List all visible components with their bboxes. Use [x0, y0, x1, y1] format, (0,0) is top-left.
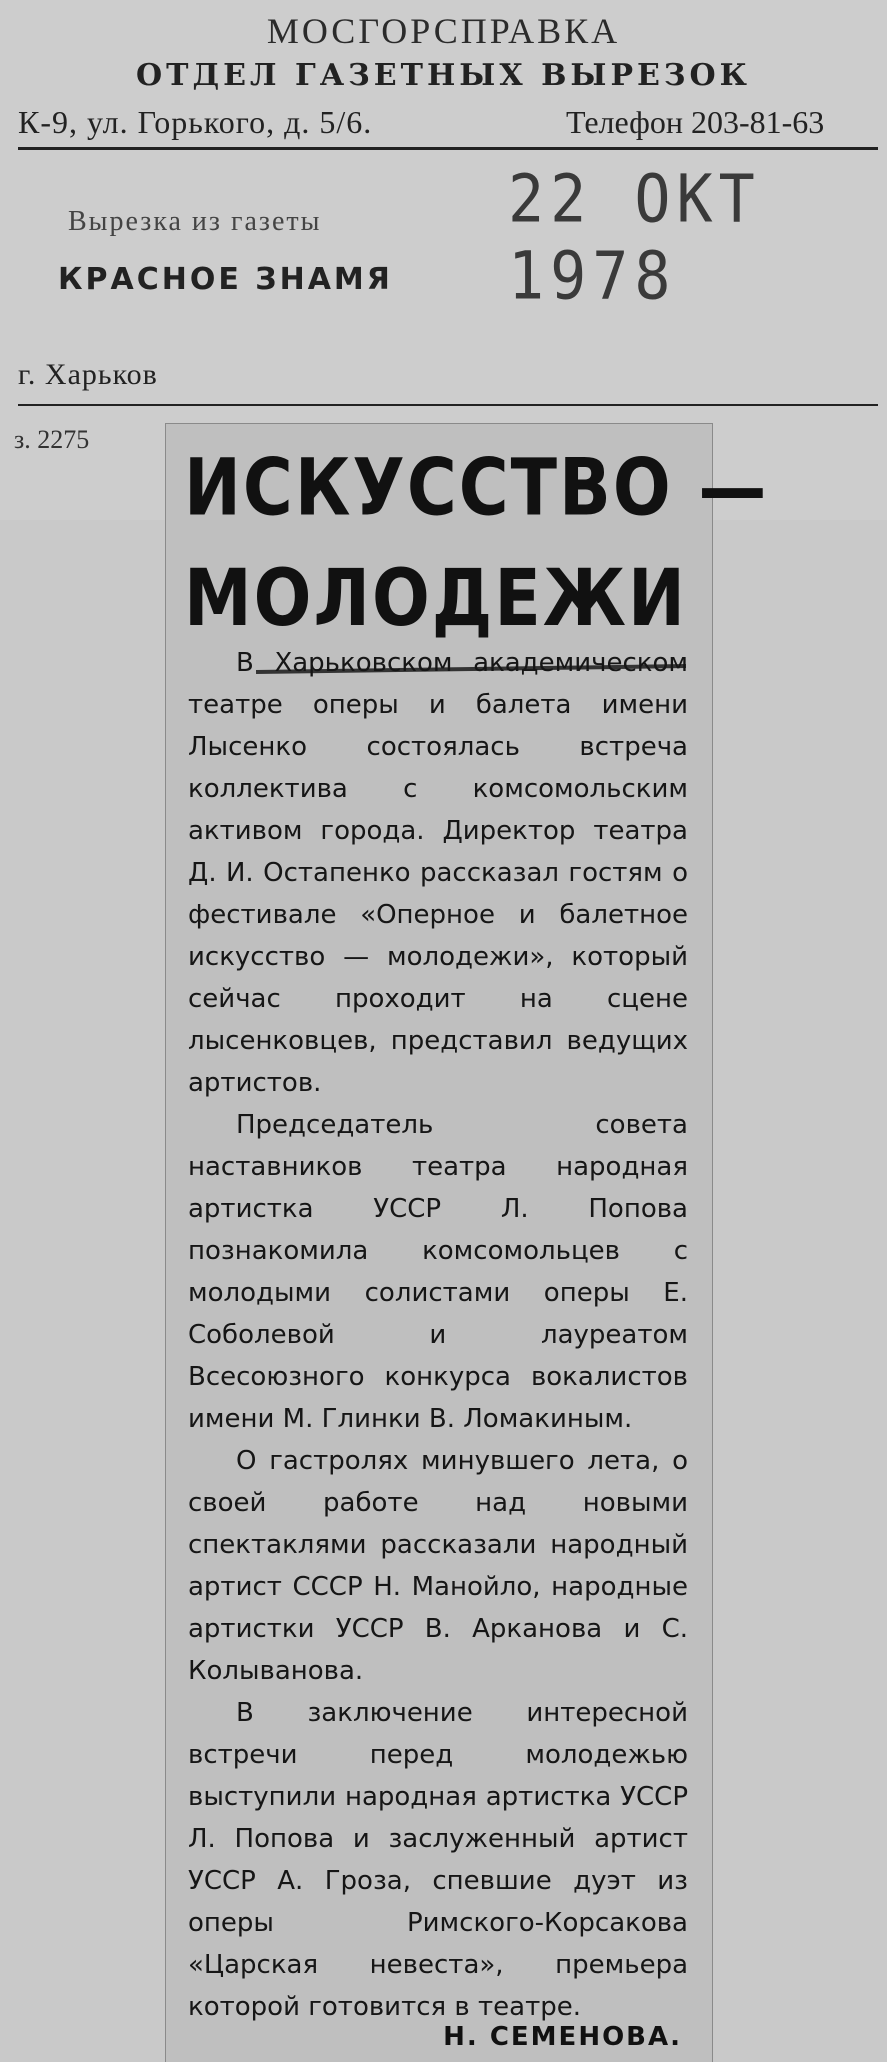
- agency-phone: Телефон 203-81-63: [566, 104, 825, 140]
- divider: [18, 147, 878, 150]
- divider: [18, 404, 878, 406]
- city-label: г. Харьков: [18, 358, 158, 391]
- headline-line-1: ИСКУССТВО —: [184, 443, 769, 535]
- article-body: [188, 642, 688, 2028]
- department-name: ОТДЕЛ ГАЗЕТНЫХ ВЫРЕЗОК: [136, 58, 751, 93]
- clipping-from-label: Вырезка из газеты: [68, 206, 322, 237]
- article-paragraph: О гастролях минувшего лета, о своей работе над новыми спектаклями рассказали народный артист СССР Н. Манойло, народные артистки УССР В. Арканова и С. Колыванова.: [188, 1446, 688, 1686]
- date-stamp: 22 ОКТ 1978: [508, 161, 761, 315]
- article-paragraph: В Харьковском академическом театре оперы и балета имени Лысенко состоялась встреча коллектива с комсомольским активом города. Директор театра Д. И. Остапенко рассказал гостям о фестивале «Оперное и балетное искусство — молодежи», который сейчас проходит на сцене лысенковцев, представил ведущих артистов.: [188, 648, 688, 1098]
- order-number: з. 2275: [14, 425, 90, 454]
- headline-line-2: МОЛОДЕЖИ: [184, 553, 687, 645]
- newspaper-name: КРАСНОЕ ЗНАМЯ: [58, 262, 393, 297]
- agency-address: К-9, ул. Горького, д. 5/6.: [18, 104, 373, 140]
- article-paragraph: В заключение интересной встречи перед молодежью выступили народная артистка УССР Л. Попова и заслуженный артист УССР А. Гроза, спевшие дуэт из оперы Римского-Корсакова «Царская невеста», премьера которой готовится в театре.: [188, 1698, 688, 2022]
- agency-name: МОСГОРСПРАВКА: [266, 11, 621, 51]
- article-byline: Н. СЕМЕНОВА.: [443, 2022, 682, 2052]
- article-paragraph: Председатель совета наставников театра народная артистка УССР Л. Попова познакомила комсомольцев с молодыми солистами оперы Е. Соболевой и лауреатом Всесоюзного конкурса вокалистов имени М. Глинки В. Ломакиным.: [188, 1110, 688, 1434]
- article-headline: [184, 434, 769, 655]
- newspaper-clipping: [166, 424, 769, 2062]
